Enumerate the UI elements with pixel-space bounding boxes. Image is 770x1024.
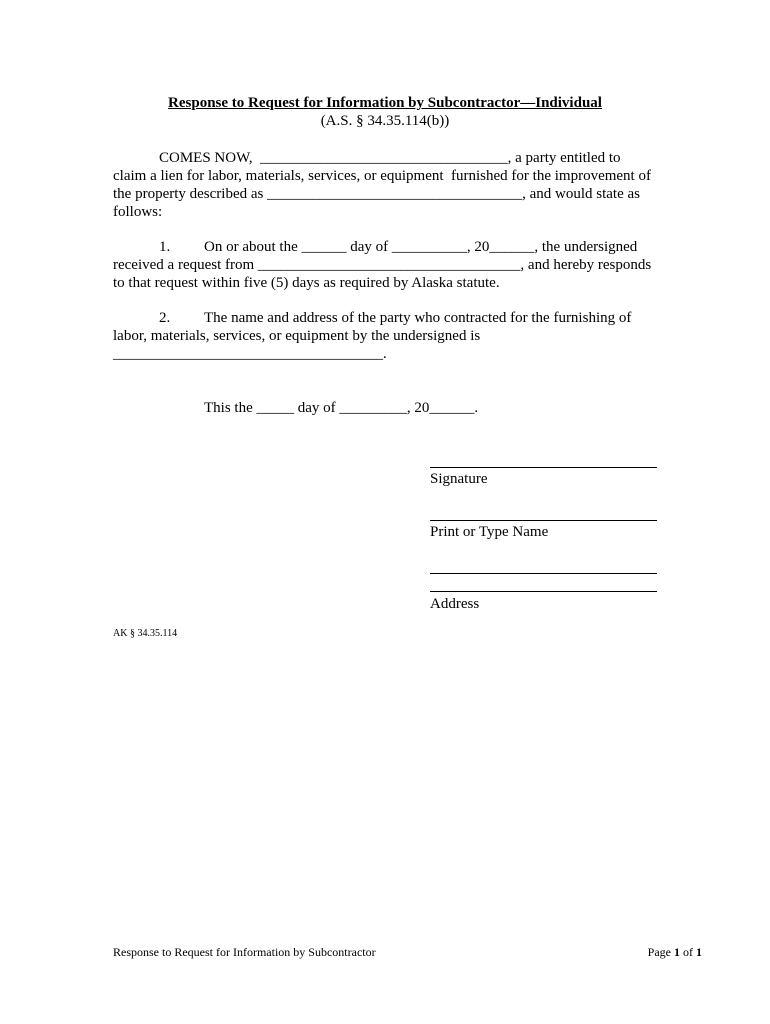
footer-page-number — [648, 945, 702, 959]
page-current: 1 — [674, 945, 680, 959]
document-subtitle: (A.S. § 34.35.114(b)) — [320, 113, 450, 129]
page-total: 1 — [696, 945, 702, 959]
address-line-1[interactable] — [430, 573, 657, 574]
dated-line[interactable]: This the _____ day of _________, 20______. — [204, 400, 479, 416]
contracting-party-blank[interactable]: ____________________________________. — [113, 346, 387, 362]
print-name-line[interactable] — [430, 520, 657, 521]
para2-line-2: labor, materials, services, or equipment by the undersigned is — [113, 328, 481, 344]
intro-comes-now: COMES NOW, — [159, 150, 261, 166]
address-line-2[interactable] — [430, 591, 657, 592]
intro-line-2: claim a lien for labor, materials, services, or equipment furnished for the improvement of — [113, 168, 651, 184]
page-of: of — [680, 945, 696, 959]
para1-line-1[interactable]: On or about the ______ day of __________, 20______, the undersigned — [204, 239, 638, 255]
para2-line-1: The name and address of the party who contracted for the furnishing of — [204, 310, 632, 326]
document-title: Response to Request for Information by Subcontractor—Individual — [168, 95, 602, 111]
address-label: Address — [430, 596, 480, 612]
intro-party-entitled: , a party entitled to — [507, 150, 621, 166]
para1-line-2[interactable]: received a request from ___________________________________, and hereby responds — [113, 257, 652, 273]
intro-would-state: , and would state as — [522, 186, 640, 202]
para1-number: 1. — [159, 239, 171, 255]
page-prefix: Page — [647, 945, 674, 959]
footer-document-name: Response to Request for Information by Subcontractor — [113, 945, 376, 959]
intro-line-3 — [113, 185, 640, 203]
party-name-blank[interactable]: _________________________________ — [260, 150, 508, 166]
para1-line-3: to that request within five (5) days as required by Alaska statute. — [113, 275, 500, 291]
para2-number: 2. — [159, 310, 171, 326]
property-description-blank[interactable]: __________________________________ — [267, 186, 523, 202]
intro-line-1 — [159, 149, 621, 167]
print-name-label: Print or Type Name — [430, 524, 549, 540]
signature-label: Signature — [430, 471, 488, 487]
intro-property-described: the property described as — [113, 186, 268, 202]
statute-citation: AK § 34.35.114 — [113, 628, 178, 639]
intro-line-4: follows: — [113, 204, 163, 220]
signature-line[interactable] — [430, 467, 657, 468]
